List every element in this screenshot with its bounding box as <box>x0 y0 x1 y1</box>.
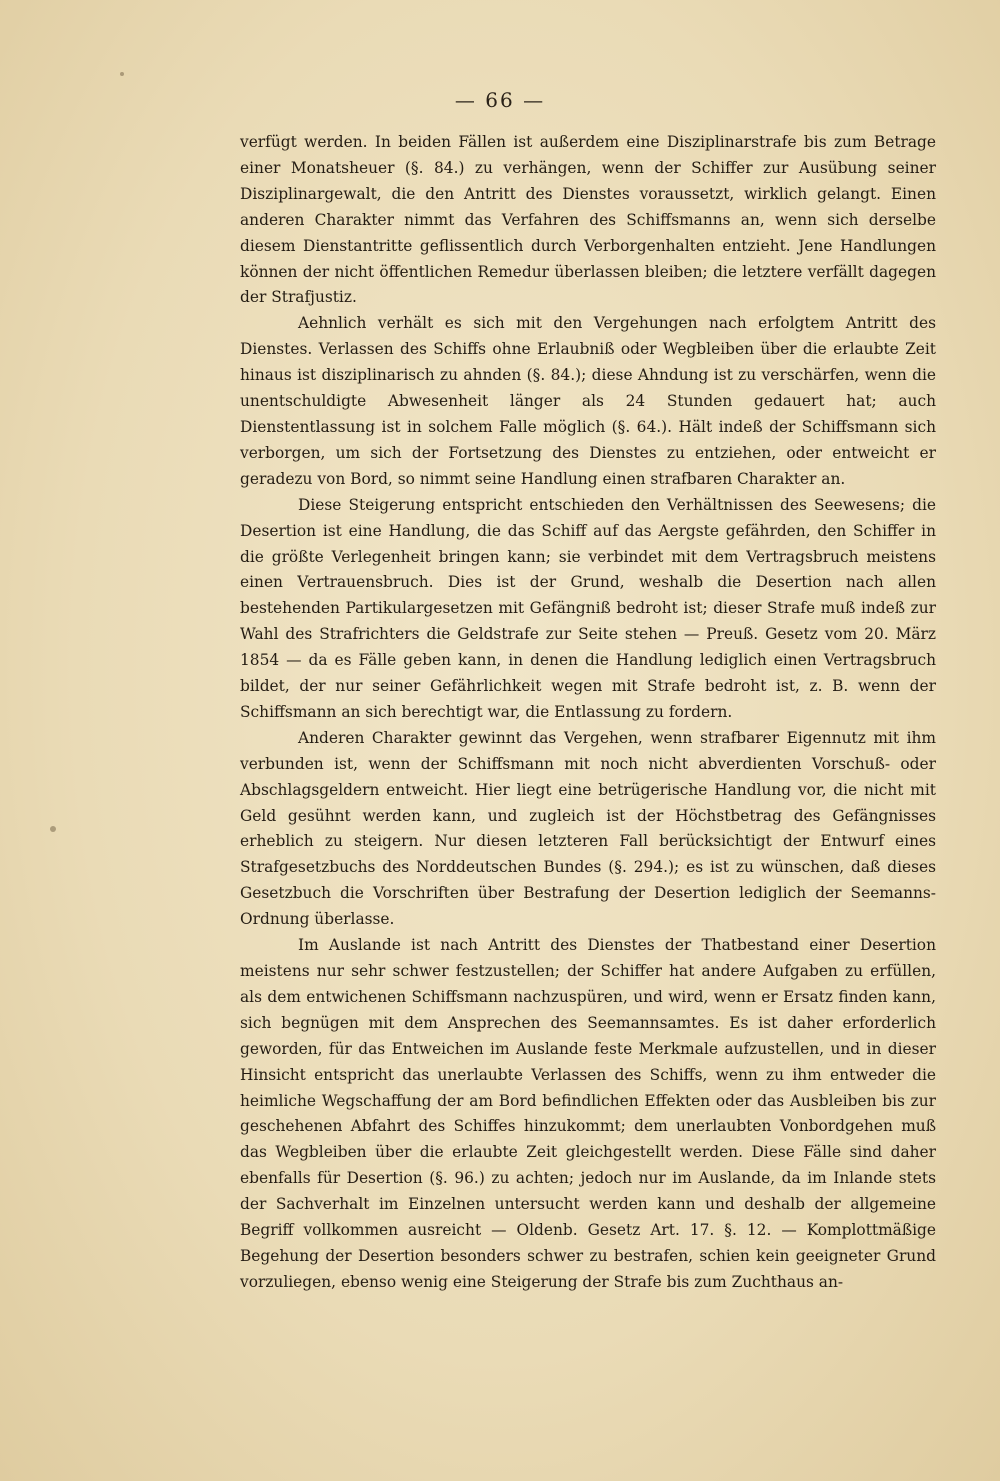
page-number: — 66 — <box>454 88 546 112</box>
paper-stain <box>120 72 124 76</box>
paragraph: Aehnlich verhält es sich mit den Vergehungen nach erfolgtem Antritt des Dienstes. Verlassen des Schiffs ohne Erlaubniß oder Wegbleiben über die erlaubte Zeit hinaus ist disziplinarisch zu ahnden (§. 84.); diese Ahndung ist zu verschärfen, wenn die unentschuldigte Abwesenheit länger als 24 Stunden gedauert hat; auch Dienstentlassung ist in solchem Falle möglich (§. 64.). Hält indeß der Schiffsmann sich verborgen, um sich der Fortsetzung des Dienstes zu entziehen, oder entweicht er geradezu von Bord, so nimmt seine Handlung einen strafbaren Charakter an. <box>240 314 936 488</box>
paragraph: Anderen Charakter gewinnt das Vergehen, wenn strafbarer Eigennutz mit ihm verbunden ist, wenn der Schiffsmann mit noch nicht abverdienten Vorschuß- oder Abschlagsgeldern entweicht. Hier liegt eine betrügerische Handlung vor, die nicht mit Geld gesühnt werden kann, und zugleich ist der Höchstbetrag des Gefängnisses erheblich zu steigern. Nur diesen letzteren Fall berücksichtigt der Entwurf eines Strafgesetzbuchs des Norddeutschen Bundes (§. 294.); es ist zu wünschen, daß dieses Gesetzbuch die Vorschriften über Bestrafung der Desertion lediglich der Seemanns-Ordnung überlasse. <box>240 728 936 929</box>
paragraph: Im Auslande ist nach Antritt des Dienstes der Thatbestand einer Desertion meistens nur sehr schwer festzustellen; der Schiffer hat andere Aufgaben zu erfüllen, als dem entwichenen Schiffsmann nachzuspüren, und wird, wenn er Ersatz finden kann, sich begnügen mit dem Ansprechen des Seemannsamtes. Es ist daher erforderlich geworden, für das Entweichen im Auslande feste Merkmale aufzustellen, und in dieser Hinsicht entspricht das unerlaubte Verlassen des Schiffs, wenn zu ihm entweder die heimliche Wegschaffung der am Bord befindlichen Effekten oder das Ausbleiben bis zur geschehenen Abfahrt des Schiffes hinzukommt; dem unerlaubten Vonbordgehen muß das Wegbleiben über die erlaubte Zeit gleichgestellt werden. Diese Fälle sind daher ebenfalls für Desertion (§. 96.) zu achten; jedoch nur im Auslande, da im Inlande stets der Sachverhalt im Einzelnen untersucht werden kann und deshalb der allgemeine Begriff vollkommen ausreicht — Oldenb. Gesetz Art. 17. §. 12. — Komplottmäßige Begehung der Desertion besonders schwer zu bestrafen, schien kein geeigneter Grund vorzuliegen, ebenso wenig eine Steigerung der Strafe bis zum Zuchthaus an- <box>240 936 936 1291</box>
paragraph: Diese Steigerung entspricht entschieden den Verhältnissen des Seewesens; die Desertion ist eine Handlung, die das Schiff auf das Aergste gefährden, den Schiffer in die größte Verlegenheit bringen kann; sie verbindet mit dem Vertragsbruch meistens einen Vertrauensbruch. Dies ist der Grund, weshalb die Desertion nach allen bestehenden Partikulargesetzen mit Gefängniß bedroht ist; dieser Strafe muß indeß zur Wahl des Strafrichters die Geldstrafe zur Seite stehen — Preuß. Gesetz vom 20. März 1854 — da es Fälle geben kann, in denen die Handlung lediglich einen Vertragsbruch bildet, der nur seiner Gefährlichkeit wegen mit Strafe bedroht ist, z. B. wenn der Schiffsmann an sich berechtigt war, die Entlassung zu fordern. <box>240 495 936 721</box>
paragraph: verfügt werden. In beiden Fällen ist außerdem eine Disziplinarstrafe bis zum Betrage einer Monatsheuer (§. 84.) zu verhängen, wenn der Schiffer zur Ausübung seiner Disziplinargewalt, die den Antritt des Dienstes voraussetzt, wirklich gelangt. Einen anderen Charakter nimmt das Verfahren des Schiffsmanns an, wenn sich derselbe diesem Dienstantritte geflissentlich durch Verborgenhalten entzieht. Jene Handlungen können der nicht öffentlichen Remedur überlassen bleiben; die letztere verfällt dagegen der Strafjustiz. <box>240 133 936 307</box>
body-text <box>240 130 936 1296</box>
paper-stain <box>50 826 56 832</box>
